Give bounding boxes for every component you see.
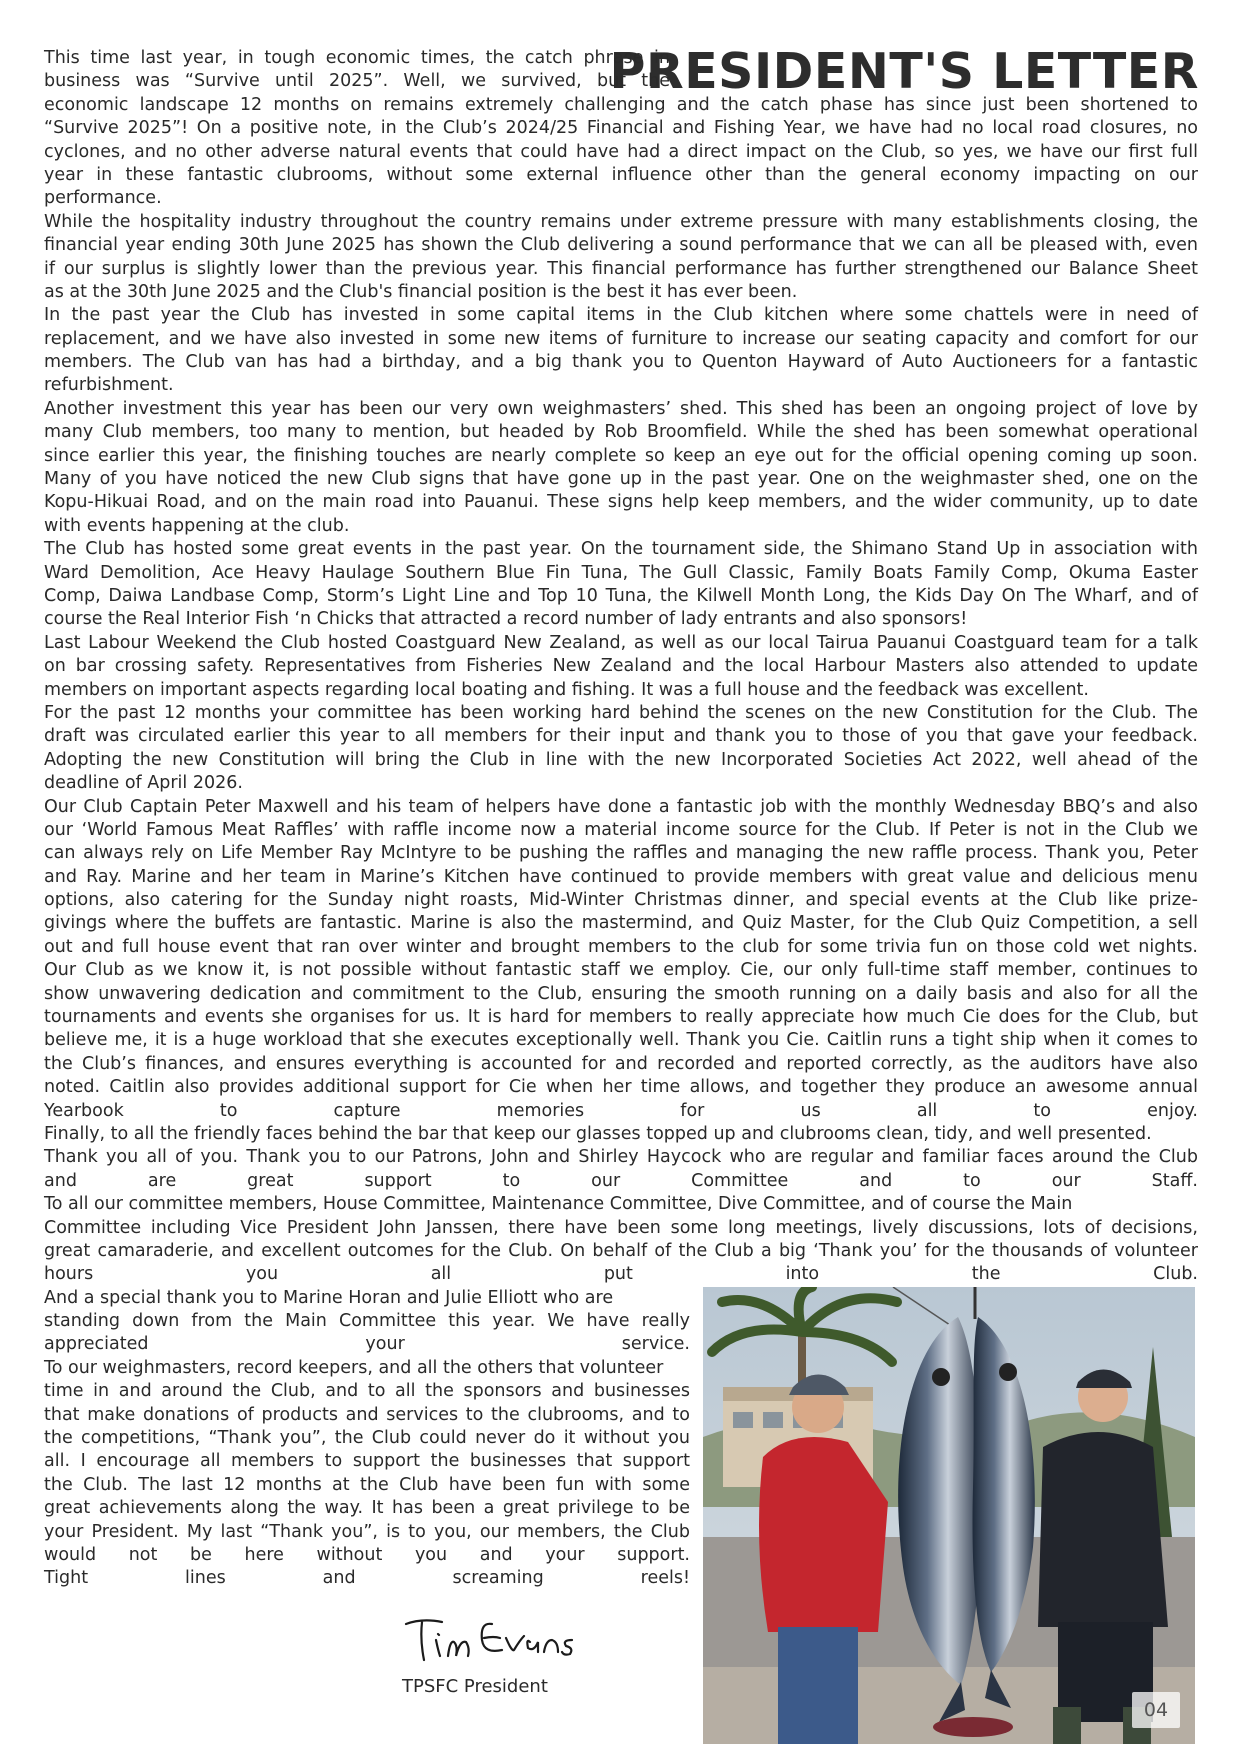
text-line: Comp, Daiwa Landbase Comp, Storm’s Light Line and Top 10 Tuna, the Kilwell Month Long, the Kids Day On The Wharf, and of xyxy=(44,585,1198,606)
text-line: Thank you all of you. Thank you to our Patrons, John and Shirley Haycock who are regular and familiar faces around the Club xyxy=(44,1147,1198,1168)
text-line: Last Labour Weekend the Club hosted Coastguard New Zealand, as well as our local Tairua Pauanui Coastguard team for a talk xyxy=(44,632,1198,653)
text-line: In the past year the Club has invested in some capital items in the Club kitchen where some chattels were in need of xyxy=(44,305,1198,326)
text-line: can always rely on Life Member Ray McIntyre to be pushing the raffles and managing the new raffle process. Thank you, Peter xyxy=(44,843,1198,864)
text-line: performance. xyxy=(44,188,162,209)
text-line: The Club has hosted some great events in the past year. On the tournament side, the Shimano Stand Up in association with xyxy=(44,539,1198,560)
text-line: Committee including Vice President John Janssen, there have been some long meetings, lively discussions, lots of decisions, xyxy=(44,1217,1198,1238)
text-line: hours you all put into the Club. xyxy=(44,1264,1198,1285)
text-line: Many of you have noticed the new Club signs that have gone up in the past year. One on the weighmaster shed, one on the xyxy=(44,469,1198,490)
signature xyxy=(402,1610,602,1670)
text-line: Finally, to all the friendly faces behind the bar that keep our glasses topped up and clubrooms clean, tidy, and well presented. xyxy=(44,1123,1152,1144)
text-line: the Club’s finances, and ensures everything is accounted for and recorded and reported correctly, as the auditors have also xyxy=(44,1053,1198,1074)
page-title: PRESIDENT'S LETTER xyxy=(609,43,1199,100)
text-line: economic landscape 12 months on remains extremely challenging and the catch phase has since just been shortened to xyxy=(44,94,1198,115)
text-line: on bar crossing safety. Representatives from Fisheries New Zealand and the local Harbour Masters also attended to update xyxy=(44,656,1198,677)
text-line: replacement, and we have also invested in some new items of furniture to increase our seating capacity and comfort for our xyxy=(44,328,1198,349)
page-number: 04 xyxy=(1132,1692,1180,1728)
text-line: Kopu-Hikuai Road, and on the main road into Pauanui. These signs help keep members, and the wider community, up to date xyxy=(44,492,1198,513)
signature-caption: TPSFC President xyxy=(402,1676,548,1697)
text-line: as at the 30th June 2025 and the Club's financial position is the best it has ever been. xyxy=(44,281,798,302)
text-line: Ward Demolition, Ace Heavy Haulage Southern Blue Fin Tuna, The Gull Classic, Family Boats Family Comp, Okuma Easter xyxy=(44,562,1198,583)
text-line: While the hospitality industry throughout the country remains under extreme pressure with many establishments closing, the xyxy=(44,211,1198,232)
text-line: time in and around the Club, and to all the sponsors and businesses xyxy=(44,1381,690,1402)
text-line: cyclones, and no other adverse natural events that could have had a direct impact on the Club, so yes, we have our first full xyxy=(44,141,1198,162)
text-line: noted. Caitlin also provides additional support for Cie when her time allows, and together they produce an awesome annual xyxy=(44,1077,1198,1098)
text-line: course the Real Interior Fish ‘n Chicks that attracted a record number of lady entrants and also sponsors! xyxy=(44,609,968,630)
text-line: Our Club as we know it, is not possible without fantastic staff we employ. Cie, our only full-time staff member, continues to xyxy=(44,960,1198,981)
text-line: believe me, it is a huge workload that she executes exceptionally well. Thank you Cie. Caitlin runs a tight ship when it comes to xyxy=(44,1030,1198,1051)
text-line: This time last year, in tough economic times, the catch phrase in xyxy=(44,48,670,68)
text-line: out and full house event that ran over winter and brought members to the club for some trivia fun on those cold wet nights. xyxy=(44,936,1198,957)
text-line: And a special thank you to Marine Horan and Julie Elliott who are xyxy=(44,1287,614,1308)
text-line: “Survive 2025”! On a positive note, in the Club’s 2024/25 Financial and Fishing Year, we have had no local road closures, no xyxy=(44,118,1198,139)
text-line: your President. My last “Thank you”, is to you, our members, the Club xyxy=(44,1521,690,1542)
text-line: that make donations of products and services to the clubrooms, and to xyxy=(44,1404,690,1425)
text-line: all. I encourage all members to support the businesses that support xyxy=(44,1451,690,1472)
text-line: if our surplus is slightly lower than the previous year. This financial performance has further strengthened our Balance Sheet xyxy=(44,258,1198,279)
text-line: To all our committee members, House Committee, Maintenance Committee, Dive Committee, and of course the Main xyxy=(44,1194,1073,1215)
text-line: would not be here without you and your support. xyxy=(44,1545,690,1565)
text-line: Yearbook to capture memories for us all to enjoy. xyxy=(44,1100,1198,1121)
text-line: options, also catering for the Sunday night roasts, Mid-Winter Christmas dinner, and special events at the Club like prize- xyxy=(44,890,1198,911)
text-line: givings where the buffets are fantastic. Marine is also the mastermind, and Quiz Master, for the Club Quiz Competition, a sell xyxy=(44,913,1198,934)
text-line: For the past 12 months your committee has been working hard behind the scenes on the new Constitution for the Club. The xyxy=(44,702,1198,723)
text-line: deadline of April 2026. xyxy=(44,773,243,794)
text-line: since earlier this year, the finishing touches are nearly complete so keep an eye out for the official opening coming up soon. xyxy=(44,445,1198,466)
text-line: tournaments and events she organises for us. It is hard for members to really appreciate how much Cie does for the Club, but xyxy=(44,1007,1198,1028)
text-line: show unwavering dedication and commitment to the Club, ensuring the smooth running on a daily basis and also for all the xyxy=(44,983,1198,1004)
text-line: standing down from the Main Committee this year. We have really xyxy=(44,1311,690,1332)
tuna-catch-photo xyxy=(703,1287,1195,1744)
text-line: Our Club Captain Peter Maxwell and his team of helpers have done a fantastic job with the monthly Wednesday BBQ’s and also xyxy=(44,796,1198,817)
text-line: refurbishment. xyxy=(44,375,174,396)
text-line: our ‘World Famous Meat Raffles’ with raffle income now a material income source for the Club. If Peter is not in the Club we xyxy=(44,819,1198,840)
text-line: To our weighmasters, record keepers, and all the others that volunteer xyxy=(44,1357,664,1378)
text-line: members. The Club van has had a birthday, and a big thank you to Quenton Hayward of Auto Auctioneers for a fantastic xyxy=(44,352,1198,373)
text-line: and are great support to our Committee and to our Staff. xyxy=(44,1170,1198,1191)
text-line: great achievements along the way. It has been a great privilege to be xyxy=(44,1498,690,1519)
text-line: Tight lines and screaming reels! xyxy=(44,1568,690,1589)
text-line: the competitions, “Thank you”, the Club could never do it without you xyxy=(44,1428,690,1449)
text-line: business was “Survive until 2025”. Well, we survived, but the xyxy=(44,71,670,92)
text-line: members on important aspects regarding local boating and fishing. It was a full house and the feedback was excellent. xyxy=(44,679,1089,700)
text-line: draft was circulated earlier this year to all members for their input and thank you to those of you that gave your feedback. xyxy=(44,726,1198,747)
text-line: with events happening at the club. xyxy=(44,515,350,536)
text-line: financial year ending 30th June 2025 has shown the Club delivering a sound performance that we can all be pleased with, even xyxy=(44,235,1198,256)
text-line: year in these fantastic clubrooms, without some external influence other than the general economy impacting on our xyxy=(44,164,1198,185)
text-line: Adopting the new Constitution will bring the Club in line with the new Incorporated Societies Act 2022, well ahead of the xyxy=(44,749,1198,770)
text-line: and Ray. Marine and her team in Marine’s Kitchen have continued to provide members with great value and delicious menu xyxy=(44,866,1198,887)
text-line: many Club members, too many to mention, but headed by Rob Broomfield. While the shed has been somewhat operational xyxy=(44,422,1198,443)
text-line: appreciated your service. xyxy=(44,1334,690,1355)
text-line: Another investment this year has been our very own weighmasters’ shed. This shed has been an ongoing project of love by xyxy=(44,398,1198,419)
text-line: great camaraderie, and excellent outcomes for the Club. On behalf of the Club a big ‘Thank you’ for the thousands of volunteer xyxy=(44,1240,1198,1261)
text-line: the Club. The last 12 months at the Club have been fun with some xyxy=(44,1474,690,1495)
